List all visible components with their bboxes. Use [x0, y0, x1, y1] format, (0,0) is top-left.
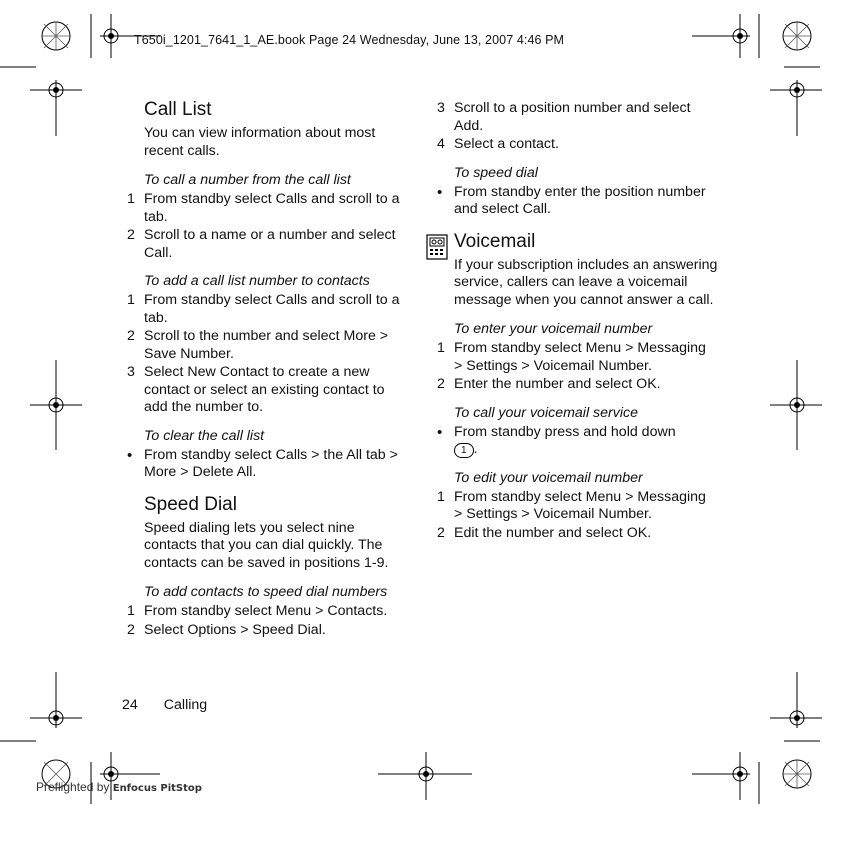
- voicemail-intro: If your subscription includes an answering service, callers can leave a voicemail message when you cannot answer a call.: [454, 256, 718, 308]
- bullet-item: • From standby select Calls > the All tab > More > Delete All.: [127, 446, 398, 480]
- subheading-speed-dial: To speed dial: [454, 164, 538, 181]
- voicemail-key-icon: 1: [454, 443, 474, 458]
- list-item: 2 Edit the number and select OK.: [437, 524, 652, 541]
- bullet-item: • From standby enter the position number and select Call.: [437, 183, 706, 217]
- voicemail-icon: [426, 234, 448, 260]
- page-footer: [122, 697, 233, 713]
- list-item: 1 From standby select Calls and scroll to a tab.: [127, 292, 400, 326]
- list-item: 1 From standby select Menu > Contacts.: [127, 603, 388, 619]
- left-column: [118, 98, 408, 640]
- print-header: T650i_1201_7641_1_AE.book Page 24 Wednesday, June 13, 2007 4:46 PM: [134, 33, 565, 47]
- speed-dial-heading: Speed Dial: [144, 493, 237, 515]
- preflight-stamp: Preflighted by Enfocus PitStop: [36, 780, 202, 794]
- list-item: 2 Select Options > Speed Dial.: [127, 621, 326, 638]
- subheading-add-speed-dial: To add contacts to speed dial numbers: [144, 584, 388, 600]
- subheading-edit-voicemail: To edit your voicemail number: [454, 469, 643, 486]
- speed-dial-intro: Speed dialing lets you select nine contacts that you can dial quickly. The contacts can be saved in positions 1-9.: [144, 519, 389, 571]
- subheading-clear-list: To clear the call list: [144, 427, 265, 444]
- subheading-add-to-contacts: To add a call list number to contacts: [144, 273, 370, 289]
- call-list-heading: Call List: [144, 99, 212, 120]
- list-item: 3 Select New Contact to create a new contact or select an existing contact to add the number to.: [127, 364, 385, 415]
- list-item: 2 Enter the number and select OK.: [437, 376, 661, 392]
- subheading-enter-voicemail: To enter your voicemail number: [454, 321, 653, 337]
- right-column: [428, 100, 718, 543]
- section-name: Calling: [163, 697, 208, 713]
- subheading-call-number: To call a number from the call list: [144, 172, 351, 188]
- list-item: 1 From standby select Menu > Messaging > Settings > Voicemail Number.: [437, 340, 706, 374]
- list-item: 2 Scroll to a name or a number and select Call.: [127, 227, 396, 261]
- call-list-intro: You can view information about most recent calls.: [144, 125, 376, 159]
- list-item: 3 Scroll to a position number and select Add.: [437, 100, 691, 134]
- subheading-call-voicemail: To call your voicemail service: [454, 404, 638, 421]
- bullet-item: • From standby press and hold down 1 .: [437, 423, 676, 457]
- page-number: 24: [122, 697, 138, 713]
- list-item: 1 From standby select Menu > Messaging > Settings > Voicemail Number.: [437, 488, 706, 522]
- list-item: 1 From standby select Calls and scroll to a tab.: [127, 191, 400, 225]
- list-item: 4 Select a contact.: [437, 136, 559, 152]
- voicemail-heading: Voicemail: [454, 230, 536, 252]
- list-item: 2 Scroll to the number and select More > Save Number.: [127, 328, 389, 362]
